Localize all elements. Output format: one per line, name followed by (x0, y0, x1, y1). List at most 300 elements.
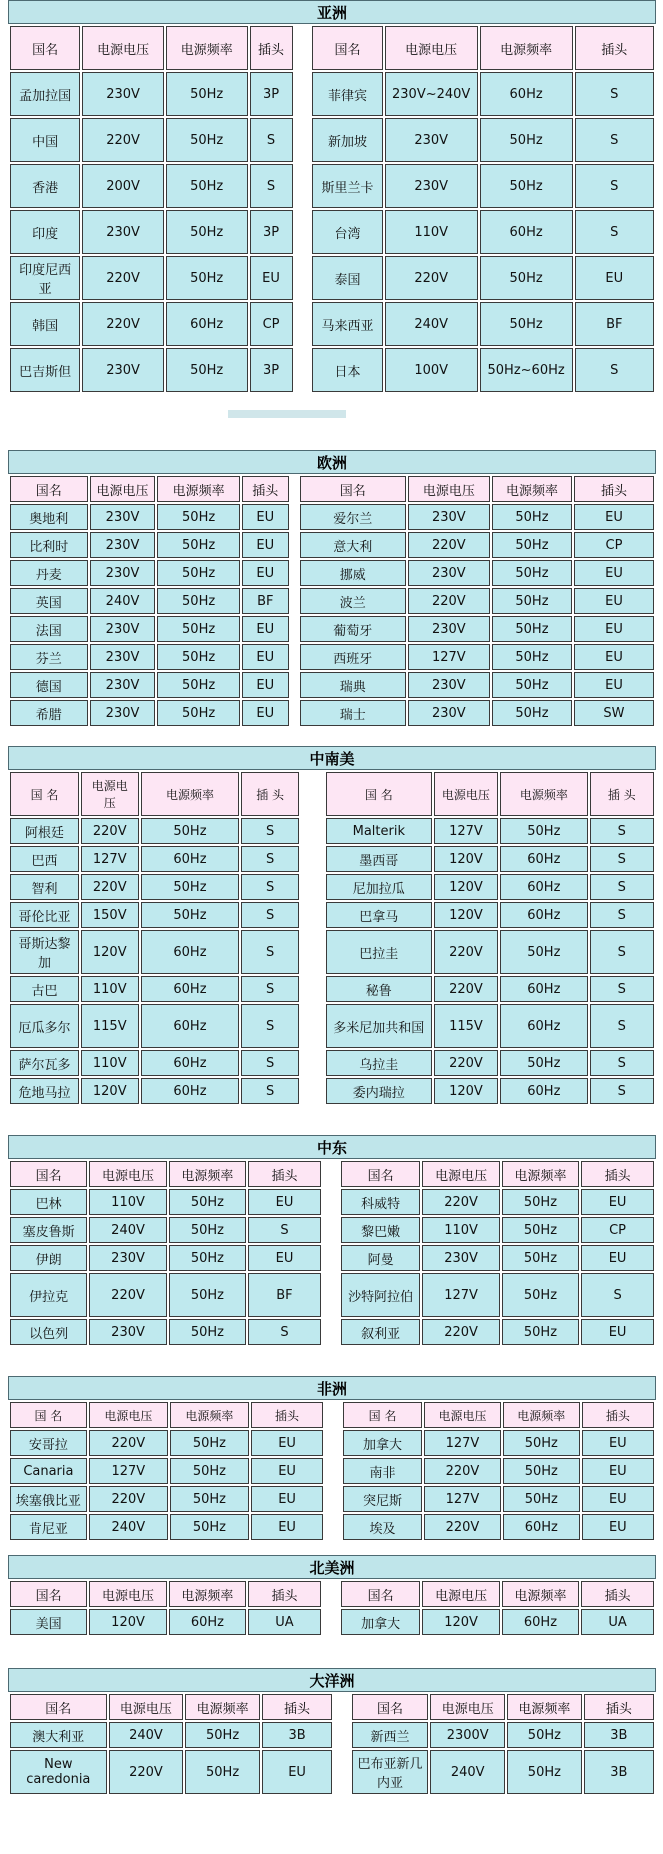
plug-cell: EU (251, 1430, 323, 1456)
country-cell: 加拿大 (341, 1609, 421, 1635)
country-cell: 芬兰 (10, 644, 88, 670)
country-cell: 美国 (10, 1609, 87, 1635)
column-header: 插头 (581, 1161, 654, 1187)
plug-cell: CP (581, 1217, 654, 1243)
country-cell: 孟加拉国 (10, 72, 80, 116)
country-cell: 秘鲁 (326, 976, 432, 1002)
column-gap (301, 846, 324, 872)
column-gap (291, 560, 298, 586)
table-row (10, 504, 654, 530)
column-header: 电源频率 (169, 1581, 246, 1607)
frequency-cell: 50Hz (157, 700, 239, 726)
frequency-cell: 60Hz (500, 902, 587, 928)
column-header: 插头 (242, 476, 289, 502)
country-cell: 奥地利 (10, 504, 88, 530)
plug-cell: S (241, 818, 299, 844)
plug-cell: EU (242, 504, 289, 530)
plug-cell: S (590, 846, 654, 872)
frequency-cell: 50Hz (170, 1486, 249, 1512)
frequency-cell: 50Hz (500, 1050, 587, 1076)
frequency-cell: 50Hz (157, 672, 239, 698)
frequency-cell: 60Hz (141, 1050, 240, 1076)
country-cell: 沙特阿拉伯 (341, 1273, 421, 1317)
country-cell: 新西兰 (352, 1722, 429, 1748)
frequency-cell: 60Hz (141, 1004, 240, 1048)
column-header: 电源电压 (89, 1402, 168, 1428)
column-header: 电源电压 (422, 1581, 499, 1607)
column-gap (295, 256, 311, 300)
column-gap (334, 1722, 349, 1748)
column-gap (295, 210, 311, 254)
voltage-cell: 220V (89, 1486, 168, 1512)
column-header: 国名 (341, 1581, 421, 1607)
column-gap (334, 1694, 349, 1720)
column-gap (291, 532, 298, 558)
plug-cell: CP (250, 302, 293, 346)
country-cell: 新加坡 (312, 118, 382, 162)
plug-cell: S (590, 818, 654, 844)
frequency-cell: 50Hz (502, 1189, 579, 1215)
table-row (10, 700, 654, 726)
country-cell: 瑞士 (300, 700, 406, 726)
column-header: 插头 (581, 1581, 654, 1607)
plug-cell: 3B (584, 1722, 654, 1748)
plug-cell: 3P (250, 72, 293, 116)
country-cell: 肯尼亚 (10, 1514, 87, 1540)
plug-cell: S (241, 1004, 299, 1048)
column-header: 电源频率 (507, 1694, 582, 1720)
plug-cell: S (241, 976, 299, 1002)
column-header: 插 头 (590, 772, 654, 816)
table-row (10, 874, 654, 900)
voltage-cell: 220V (109, 1750, 184, 1794)
country-cell: 印度 (10, 210, 80, 254)
plug-cell: S (590, 902, 654, 928)
plug-cell: EU (248, 1189, 321, 1215)
frequency-cell: 50Hz (170, 1430, 249, 1456)
column-header: 插头 (262, 1694, 332, 1720)
plug-cell: BF (248, 1273, 321, 1317)
frequency-cell: 50Hz (503, 1486, 580, 1512)
voltage-table (8, 1159, 656, 1347)
frequency-cell: 50Hz (492, 700, 572, 726)
country-cell: Canaria (10, 1458, 87, 1484)
table-row (10, 976, 654, 1002)
country-cell: 韩国 (10, 302, 80, 346)
table-row (10, 902, 654, 928)
frequency-cell: 60Hz (500, 1004, 587, 1048)
column-header: 国名 (10, 26, 80, 70)
voltage-cell: 230V (408, 700, 490, 726)
plug-cell: EU (242, 560, 289, 586)
plug-cell: EU (251, 1486, 323, 1512)
header-row (10, 1161, 654, 1187)
frequency-cell: 50Hz (480, 302, 573, 346)
plug-cell: EU (574, 672, 654, 698)
column-gap (323, 1161, 339, 1187)
country-cell: 巴吉斯但 (10, 348, 80, 392)
column-header: 电源频率 (480, 26, 573, 70)
column-header: 国名 (10, 476, 88, 502)
table-row (10, 616, 654, 642)
frequency-cell: 50Hz (157, 504, 239, 530)
plug-cell: EU (574, 560, 654, 586)
frequency-cell: 50Hz (480, 118, 573, 162)
column-header: 插头 (584, 1694, 654, 1720)
column-gap (323, 1581, 339, 1607)
plug-cell: S (241, 930, 299, 974)
frequency-cell: 50Hz (166, 118, 248, 162)
table-row (10, 560, 654, 586)
country-cell: 泰国 (312, 256, 382, 300)
voltage-cell: 220V (385, 256, 478, 300)
country-cell: 巴西 (10, 846, 79, 872)
header-row (10, 1694, 654, 1720)
country-cell: 塞皮鲁斯 (10, 1217, 87, 1243)
column-header: 国名 (300, 476, 406, 502)
plug-cell: EU (581, 1245, 654, 1271)
plug-cell: S (241, 874, 299, 900)
voltage-cell: 220V (422, 1319, 499, 1345)
column-gap (291, 616, 298, 642)
country-cell: 加拿大 (343, 1430, 422, 1456)
country-cell: 比利时 (10, 532, 88, 558)
table-row (10, 1245, 654, 1271)
plug-cell: EU (574, 504, 654, 530)
column-gap (323, 1273, 339, 1317)
frequency-cell: 50Hz (157, 560, 239, 586)
frequency-cell: 50Hz (503, 1458, 580, 1484)
voltage-cell: 220V (89, 1430, 168, 1456)
country-cell: Malterik (326, 818, 432, 844)
voltage-cell: 120V (89, 1609, 166, 1635)
plug-cell: S (248, 1217, 321, 1243)
column-header: 电源频率 (185, 1694, 260, 1720)
voltage-cell: 230V (90, 700, 156, 726)
plug-cell: EU (248, 1245, 321, 1271)
plug-cell: 3P (250, 210, 293, 254)
plug-cell: S (590, 874, 654, 900)
voltage-cell: 240V (109, 1722, 184, 1748)
column-gap (295, 26, 311, 70)
column-header: 电源频率 (170, 1402, 249, 1428)
frequency-cell: 50Hz (166, 164, 248, 208)
column-gap (295, 118, 311, 162)
section-divider (228, 410, 346, 418)
plug-cell: EU (582, 1430, 654, 1456)
voltage-cell: 230V (89, 1319, 166, 1345)
frequency-cell: 60Hz (500, 1078, 587, 1104)
column-header: 国 名 (343, 1402, 422, 1428)
frequency-cell: 50Hz (141, 874, 240, 900)
plug-cell: EU (242, 644, 289, 670)
voltage-cell: 230V (82, 72, 164, 116)
plug-cell: S (250, 118, 293, 162)
voltage-cell: 110V (89, 1189, 166, 1215)
table-row (10, 672, 654, 698)
frequency-cell: 50Hz (492, 504, 572, 530)
plug-cell: UA (248, 1609, 321, 1635)
plug-cell: EU (581, 1319, 654, 1345)
voltage-cell: 127V (424, 1430, 501, 1456)
voltage-cell: 200V (82, 164, 164, 208)
column-gap (295, 302, 311, 346)
column-header: 电源电压 (89, 1161, 166, 1187)
frequency-cell: 50Hz (141, 902, 240, 928)
frequency-cell: 50Hz (492, 560, 572, 586)
country-cell: 尼加拉瓜 (326, 874, 432, 900)
column-header: 电源电压 (385, 26, 478, 70)
voltage-cell: 120V (434, 902, 498, 928)
column-header: 国 名 (10, 1402, 87, 1428)
voltage-cell: 230V (90, 672, 156, 698)
country-cell: 巴林 (10, 1189, 87, 1215)
section-title: 中南美 (8, 746, 656, 770)
frequency-cell: 50Hz (169, 1273, 246, 1317)
table-row (10, 1514, 654, 1540)
header-row (10, 772, 654, 816)
column-header: 国名 (352, 1694, 429, 1720)
voltage-cell: 120V (422, 1609, 499, 1635)
country-cell: 危地马拉 (10, 1078, 79, 1104)
table-row (10, 118, 654, 162)
country-cell: 古巴 (10, 976, 79, 1002)
country-cell: 委内瑞拉 (326, 1078, 432, 1104)
frequency-cell: 50Hz (480, 256, 573, 300)
plug-cell: EU (242, 672, 289, 698)
plug-cell: EU (574, 644, 654, 670)
voltage-cell: 110V (422, 1217, 499, 1243)
voltage-cell: 240V (89, 1217, 166, 1243)
table-row (10, 210, 654, 254)
voltage-cell: 220V (434, 1050, 498, 1076)
table-row (10, 644, 654, 670)
frequency-cell: 60Hz (503, 1514, 580, 1540)
country-cell: 厄瓜多尔 (10, 1004, 79, 1048)
frequency-cell: 50Hz (507, 1722, 582, 1748)
section-title: 非洲 (8, 1376, 656, 1400)
column-header: 插头 (250, 26, 293, 70)
country-cell: 埃及 (343, 1514, 422, 1540)
country-cell: New caredonia (10, 1750, 107, 1794)
country-cell: 日本 (312, 348, 382, 392)
voltage-cell: 100V (385, 348, 478, 392)
plug-cell: EU (575, 256, 654, 300)
frequency-cell: 60Hz (166, 302, 248, 346)
voltage-cell: 220V (82, 302, 164, 346)
plug-cell: 3B (584, 1750, 654, 1794)
plug-cell: S (575, 210, 654, 254)
voltage-cell: 115V (81, 1004, 139, 1048)
frequency-cell: 50Hz (169, 1217, 246, 1243)
voltage-cell: 220V (424, 1514, 501, 1540)
country-cell: 伊朗 (10, 1245, 87, 1271)
country-cell: 挪威 (300, 560, 406, 586)
column-header: 插头 (248, 1161, 321, 1187)
country-cell: 埃塞俄比亚 (10, 1486, 87, 1512)
column-gap (301, 976, 324, 1002)
plug-cell: 3B (262, 1722, 332, 1748)
country-cell: 多米尼加共和国 (326, 1004, 432, 1048)
column-gap (325, 1402, 341, 1428)
frequency-cell: 50Hz (502, 1217, 579, 1243)
voltage-cell: 120V (434, 846, 498, 872)
frequency-cell: 50Hz (480, 164, 573, 208)
country-cell: 中国 (10, 118, 80, 162)
frequency-cell: 50Hz (157, 616, 239, 642)
voltage-cell: 230V (408, 672, 490, 698)
column-header: 电源频率 (500, 772, 587, 816)
voltage-cell: 220V (82, 256, 164, 300)
frequency-cell: 60Hz (169, 1609, 246, 1635)
column-header: 电源频率 (157, 476, 239, 502)
frequency-cell: 50Hz (166, 72, 248, 116)
table-row (10, 256, 654, 300)
plug-cell: EU (574, 616, 654, 642)
plug-cell: BF (242, 588, 289, 614)
country-cell: 以色列 (10, 1319, 87, 1345)
frequency-cell: 50Hz (157, 588, 239, 614)
country-cell: 香港 (10, 164, 80, 208)
plug-cell: S (590, 1078, 654, 1104)
frequency-cell: 50Hz (492, 672, 572, 698)
column-gap (301, 902, 324, 928)
column-gap (295, 164, 311, 208)
frequency-cell: 60Hz (141, 846, 240, 872)
column-header: 电源电压 (81, 772, 139, 816)
column-gap (325, 1514, 341, 1540)
column-header: 电源电压 (434, 772, 498, 816)
table-row (10, 1273, 654, 1317)
column-gap (301, 1078, 324, 1104)
country-cell: 墨西哥 (326, 846, 432, 872)
voltage-cell: 230V (90, 504, 156, 530)
column-header: 电源频率 (502, 1581, 579, 1607)
country-cell: 巴拉圭 (326, 930, 432, 974)
voltage-cell: 230V (408, 616, 490, 642)
column-gap (323, 1217, 339, 1243)
plug-cell: S (241, 1050, 299, 1076)
frequency-cell: 60Hz (141, 1078, 240, 1104)
column-header: 国名 (10, 1161, 87, 1187)
frequency-cell: 50Hz (185, 1722, 260, 1748)
column-gap (301, 874, 324, 900)
table-row (10, 1486, 654, 1512)
column-gap (291, 700, 298, 726)
plug-cell: S (590, 1004, 654, 1048)
table-row (10, 588, 654, 614)
frequency-cell: 50Hz (507, 1750, 582, 1794)
country-cell: 黎巴嫩 (341, 1217, 421, 1243)
voltage-cell: 230V (90, 616, 156, 642)
plug-cell: EU (250, 256, 293, 300)
frequency-cell: 60Hz (500, 976, 587, 1002)
section-title: 欧洲 (8, 450, 656, 474)
plug-cell: S (590, 976, 654, 1002)
frequency-cell: 50Hz (169, 1319, 246, 1345)
table-row (10, 1189, 654, 1215)
frequency-cell: 50Hz (141, 818, 240, 844)
country-cell: 爱尔兰 (300, 504, 406, 530)
column-header: 国名 (341, 1161, 421, 1187)
country-cell: 意大利 (300, 532, 406, 558)
voltage-cell: 230V (385, 118, 478, 162)
table-row (10, 302, 654, 346)
plug-cell: EU (251, 1458, 323, 1484)
column-gap (295, 72, 311, 116)
voltage-cell: 230V (408, 560, 490, 586)
voltage-cell: 110V (81, 1050, 139, 1076)
country-cell: 巴布亚新几内亚 (352, 1750, 429, 1794)
country-cell: 萨尔瓦多 (10, 1050, 79, 1076)
voltage-cell: 115V (434, 1004, 498, 1048)
plug-cell: S (590, 930, 654, 974)
country-cell: 叙利亚 (341, 1319, 421, 1345)
voltage-cell: 127V (81, 846, 139, 872)
voltage-cell: 240V (89, 1514, 168, 1540)
column-header: 国 名 (10, 772, 79, 816)
plug-cell: S (590, 1050, 654, 1076)
column-gap (301, 772, 324, 816)
column-header: 电源电压 (90, 476, 156, 502)
column-header: 电源电压 (89, 1581, 166, 1607)
voltage-cell: 150V (81, 902, 139, 928)
column-header: 电源电压 (109, 1694, 184, 1720)
frequency-cell: 60Hz (480, 210, 573, 254)
column-gap (325, 1486, 341, 1512)
frequency-cell: 50Hz (502, 1319, 579, 1345)
frequency-cell: 60Hz (500, 846, 587, 872)
header-row (10, 476, 654, 502)
voltage-cell: 220V (82, 118, 164, 162)
voltage-table (8, 1579, 656, 1637)
column-gap (325, 1458, 341, 1484)
column-gap (295, 348, 311, 392)
plug-cell: S (575, 348, 654, 392)
frequency-cell: 50Hz (157, 644, 239, 670)
country-cell: 科威特 (341, 1189, 421, 1215)
column-gap (301, 1050, 324, 1076)
voltage-cell: 230V (90, 532, 156, 558)
voltage-cell: 240V (385, 302, 478, 346)
voltage-cell: 240V (90, 588, 156, 614)
plug-cell: EU (242, 700, 289, 726)
frequency-cell: 50Hz (500, 930, 587, 974)
plug-cell: S (241, 1078, 299, 1104)
column-header: 插头 (582, 1402, 654, 1428)
frequency-cell: 60Hz (480, 72, 573, 116)
column-header: 国名 (10, 1581, 87, 1607)
column-gap (334, 1750, 349, 1794)
frequency-cell: 50Hz (166, 348, 248, 392)
table-row (10, 1319, 654, 1345)
voltage-cell: 2300V (430, 1722, 505, 1748)
header-row (10, 26, 654, 70)
voltage-cell: 220V (408, 588, 490, 614)
plug-cell: S (241, 846, 299, 872)
plug-cell: CP (574, 532, 654, 558)
frequency-cell: 50Hz (169, 1189, 246, 1215)
country-cell: 澳大利亚 (10, 1722, 107, 1748)
table-row (10, 1078, 654, 1104)
frequency-cell: 60Hz (502, 1609, 579, 1635)
voltage-cell: 220V (81, 874, 139, 900)
frequency-cell: 50Hz (502, 1245, 579, 1271)
table-row (10, 1609, 654, 1635)
voltage-cell: 220V (434, 976, 498, 1002)
voltage-cell: 120V (81, 1078, 139, 1104)
voltage-cell: 127V (408, 644, 490, 670)
